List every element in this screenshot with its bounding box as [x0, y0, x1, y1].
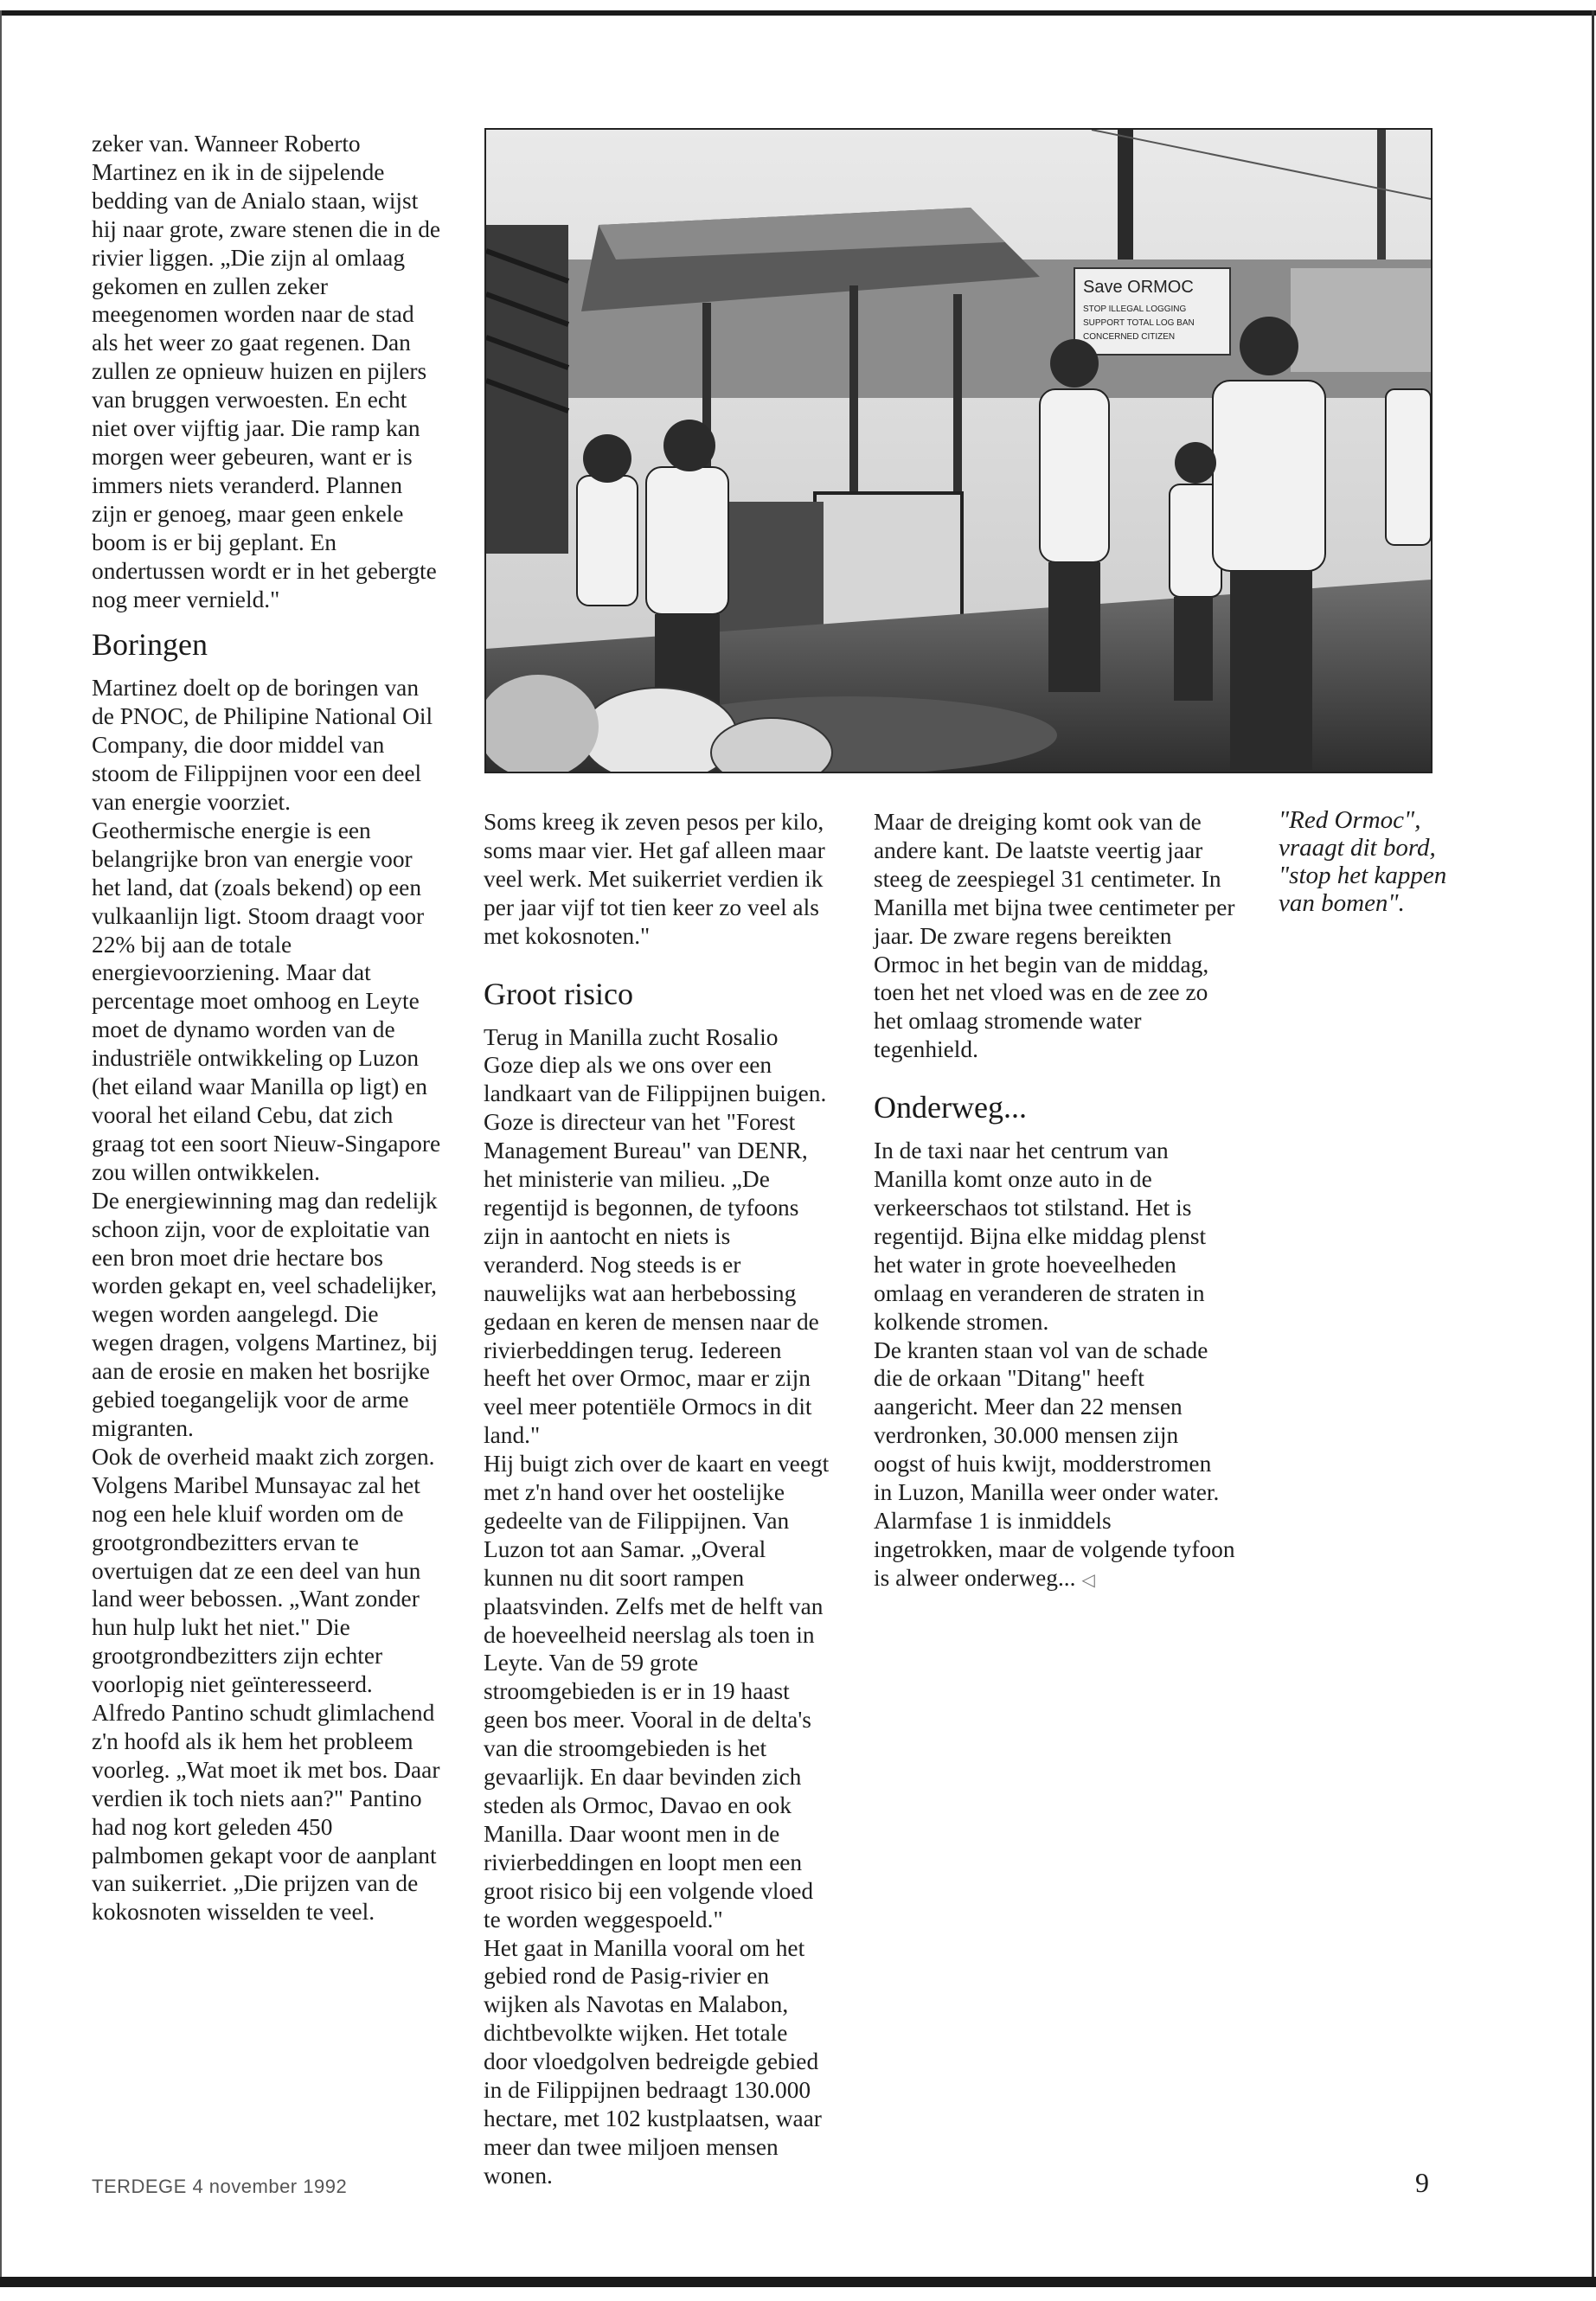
section-heading-boringen: Boringen [92, 627, 208, 663]
photo-caption: "Red Ormoc", vraagt dit bord, "stop het kappen van bomen". [1279, 806, 1447, 917]
paragraph: zeker van. Wanneer Roberto Martinez en ik in de sijpelende bedding van de Anialo staan, wijst hij naar grote, zware stenen die in de rivier liggen. „Die zijn al omlaag gekomen en zullen zeker meegenomen worden naar de stad als het weer zo gaat regenen. Dan zullen ze opnieuw huizen en pijlers van bruggen verwoesten. En echt niet over vijftig jaar. Die ramp kan morgen weer gebeuren, want er is immers niets veranderd. Plannen zijn er genoeg, maar geen enkele boom is er bij geplant. En ondertussen wordt er in het gebergte nog meer vernield." [92, 131, 441, 612]
paragraph: Hij buigt zich over de kaart en veegt met z'n hand over het oostelijke gedeelte van de Filippijnen. Van Luzon tot aan Samar. „Overal kunnen nu dit soort rampen plaatsvinden. Zelfs met de helft van de hoeveelheid neerslag als toen in Leyte. Van de 59 grote stroomgebieden is er in 19 haast geen bos meer. Vooral in de delta's van die stroomgebieden is het gevaarlijk. En daar bevinden zich steden als Ormoc, Davao en ook Manilla. Daar woont men in de rivierbeddingen en loopt men een groot risico bij een volgende vloed te worden weggespoeld." [484, 1451, 830, 1932]
section-heading-onderweg: Onderweg... [874, 1090, 1027, 1125]
sign-line-4: CONCERNED CITIZEN [1083, 332, 1176, 342]
paragraph: Maar de dreiging komt ook van de andere kant. De laatste veertig jaar steeg de zeespiegel 31 centimeter. In Manilla met bijna twee centimeter per jaar. De zware regens bereikten Ormoc in het begin van de middag, toen het net vloed was en de zee zo het omlaag stromende water tegenhield. [874, 809, 1235, 1063]
page-number: 9 [1415, 2167, 1429, 2198]
section-heading-groot-risico: Groot risico [484, 976, 633, 1011]
paragraph: Alfredo Pantino schudt glimlachend z'n hoofd als ik hem het probleem voorleg. „Wat moet ik met bos. Daar verdien ik toch niets aan?" Pantino had nog kort geleden 450 palmbomen gekapt voor de aanplant van suikerriet. „Die prijzen van de kokosnoten wisselden te veel. [92, 1700, 440, 1926]
closing-text: Alarmfase 1 is inmiddels ingetrokken, maar de volgende tyfoon is alweer onderweg... [874, 1507, 1235, 1591]
paragraph: Martinez doelt op de boringen van de PNOC, de Philipine National Oil Company, die door middel van stoom de Filippijnen voor een deel van energie voorziet. [92, 675, 433, 816]
paragraph: Geothermische energie is een belangrijke bron van energie voor het land, dat (zoals bekend) op een vulkaanlijn ligt. Stoom draagt voor 22% bij aan de totale energievoorziening. Maar dat percentage moet omhoog en Leyte moet de dynamo worden van de industriële ontwikkeling op Luzon (het eiland waar Manilla op ligt) en vooral het eiland Cebu, dat zich graag tot een soort Nieuw-Singapore zou willen ontwikkelen. [92, 817, 441, 1185]
left-border [0, 10, 2, 2277]
paragraph: De kranten staan vol van de schade die de orkaan "Ditang" heeft aangericht. Meer dan 22 mensen verdronken, 30.000 mensen zijn oogst of huis kwijt, modderstromen in Luzon, Manilla weer onder water. [874, 1336, 1220, 1506]
paragraph: In de taxi naar het centrum van Manilla komt onze auto in de verkeerschaos tot stilstand. Het is regentijd. Bijna elke middag plenst het water in grote hoeveelheden omlaag en veranderen de straten in kolkende stromen. [874, 1138, 1207, 1335]
paragraph: Ook de overheid maakt zich zorgen. Volgens Maribel Munsayac zal het nog een hele kluif worden om de grootgrondbezitters ervan te overtuigen dat ze een deel van hun land weer bebossen. „Want zonder hun hulp lukt het niet." Die grootgrondbezitters zijn echter voorlopig niet geïnteresseerd. [92, 1443, 435, 1698]
article-column-1 [92, 130, 442, 1926]
sign-line-1: Save ORMOC [1083, 278, 1194, 297]
paragraph: Soms kreeg ik zeven pesos per kilo, soms maar vier. Het gaf alleen maar veel werk. Met suikerriet verdien ik per jaar vijf tot tien keer zo veel als met kokosnoten." [484, 809, 825, 949]
paragraph: De energiewinning mag dan redelijk schoon zijn, voor de exploitatie van een bron moet drie hectare bos worden gekapt en, veel schadelijker, wegen worden aangelegd. Die wegen dragen, volgens Martinez, bij aan de erosie en maken het bosrijke gebied toegangelijk voor de arme migranten. [92, 1187, 439, 1441]
sign-line-2: STOP ILLEGAL LOGGING [1083, 304, 1187, 314]
top-rule [0, 10, 1596, 16]
street-scene-photo [484, 128, 1433, 773]
paragraph: Het gaat in Manilla vooral om het gebied rond de Pasig-rivier en wijken als Navotas en Malabon, dichtbevolkte wijken. Het totale door vloedgolven bedreigde gebied in de Filippijnen bedraagt 130.000 hectare, met 102 kustplaatsen, waar meer dan twee miljoen mensen wonen. [484, 1934, 822, 2189]
bottom-rule [0, 2277, 1596, 2287]
end-mark-icon: ◁ [1081, 1570, 1095, 1590]
right-border [1592, 10, 1594, 2277]
article-column-2 [484, 808, 831, 2190]
publication-footer: TERDEGE 4 november 1992 [92, 2176, 348, 2197]
article-column-3 [874, 808, 1235, 1595]
sign-line-3: SUPPORT TOTAL LOG BAN [1083, 318, 1195, 328]
photo-illustration [486, 130, 1431, 772]
paragraph [874, 1507, 1235, 1595]
paragraph: Terug in Manilla zucht Rosalio Goze diep als we ons over een landkaart van de Filippijnen buigen. Goze is directeur van het "Forest Management Bureau" van DENR, het ministerie van milieu. „De regentijd is begonnen, de tyfoons zijn in aantocht en niets is veranderd. Nog steeds is er nauwelijks wat aan herbebossing gedaan en keren de mensen naar de rivierbeddingen terug. Iedereen heeft het over Ormoc, maar er zijn veel meer potentiële Ormocs in dit land." [484, 1023, 827, 1449]
